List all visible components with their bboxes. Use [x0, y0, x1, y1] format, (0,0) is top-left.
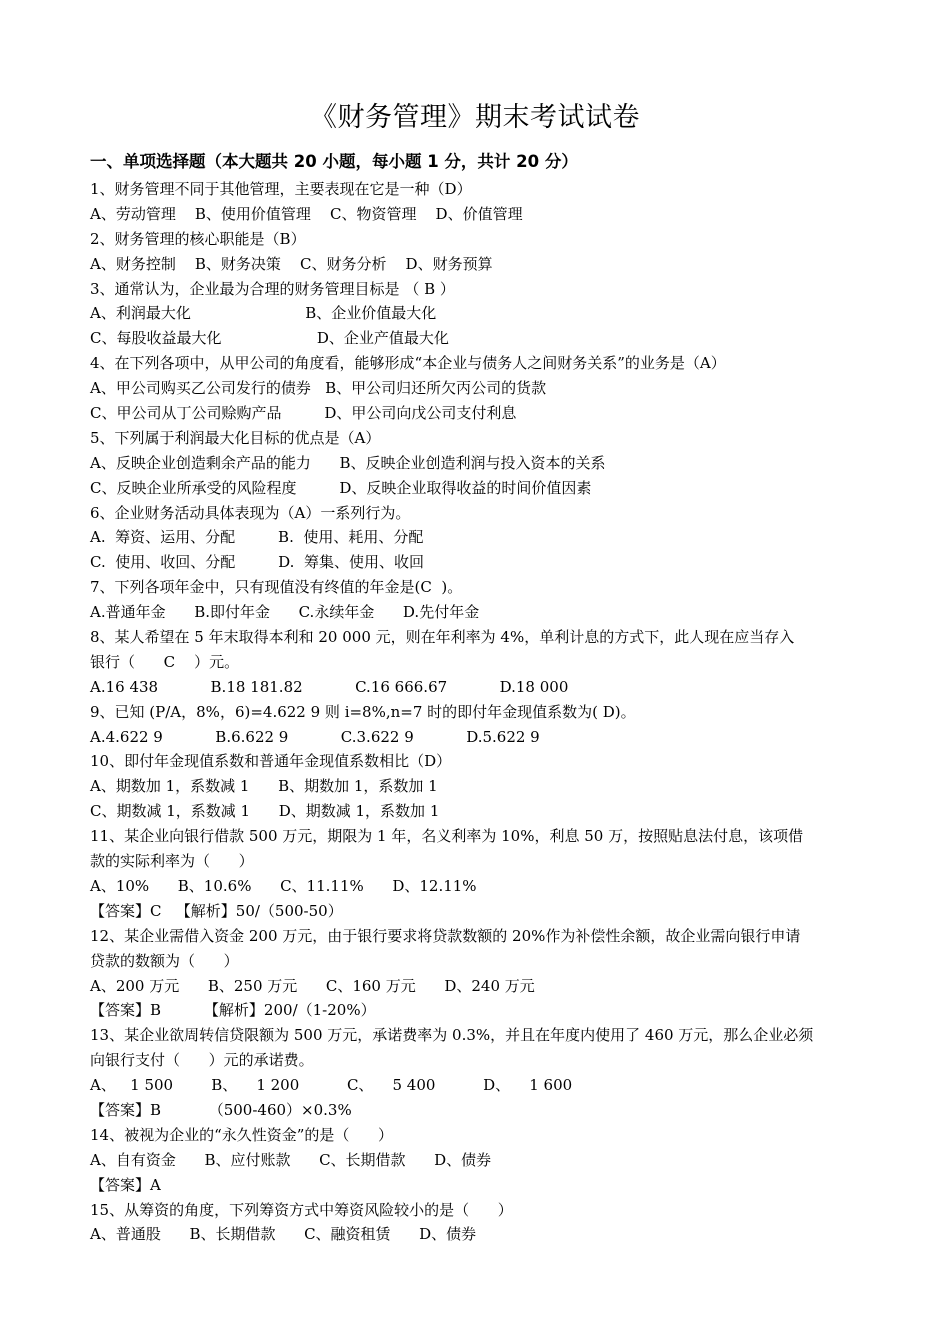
option-line: A、劳动管理 B、使用价值管理 C、物资管理 D、价值管理 [90, 204, 523, 223]
question-line: 5、下列属于利润最大化目标的优点是（A） [90, 428, 381, 447]
option-line: A、200 万元 B、250 万元 C、160 万元 D、240 万元 [90, 976, 535, 995]
option-line: A、利润最大化 B、企业价值最大化 [90, 304, 437, 323]
option-line: A.4.622 9 B.6.622 9 C.3.622 9 D.5.622 9 [90, 727, 540, 746]
question-line: 银行（ C ）元。 [90, 652, 240, 671]
option-line: C、每股收益最大化 D、企业产值最大化 [90, 329, 449, 348]
answer-line: 【答案】B （500-460）×0.3% [90, 1100, 352, 1119]
option-line: C、反映企业所承受的风险程度 D、反映企业取得收益的时间价值因素 [90, 478, 592, 497]
question-line: 10、即付年金现值系数和普通年金现值系数相比（D） [90, 752, 452, 771]
question-line: 4、在下列各项中，从甲公司的角度看，能够形成“本企业与债务人之间财务关系”的业务是（A） [90, 354, 726, 373]
option-line: C、期数减 1，系数减 1 D、期数减 1，系数加 1 [90, 802, 440, 821]
section-heading: 一、单项选择题（本大题共 20 小题，每小题 1 分，共计 20 分） [90, 152, 578, 171]
question-line: 13、某企业欲周转信贷限额为 500 万元，承诺费率为 0.3%，并且在年度内使用了 460 万元，那么企业必须 [90, 1026, 814, 1045]
option-line: A、甲公司购买乙公司发行的债券 B、甲公司归还所欠丙公司的货款 [90, 379, 547, 398]
question-line: 9、已知 (P/A，8%，6)=4.622 9 则 i=8%,n=7 时的即付年金现值系数为( D)。 [90, 702, 636, 721]
option-line: A、自有资金 B、应付账款 C、长期借款 D、债券 [90, 1150, 492, 1169]
question-line: 8、某人希望在 5 年末取得本利和 20 000 元，则在年利率为 4%，单利计息的方式下，此人现在应当存入 [90, 628, 795, 647]
question-line: 向银行支付（ ）元的承诺费。 [90, 1051, 314, 1070]
question-line: 2、财务管理的核心职能是（B） [90, 229, 306, 248]
answer-line: 【答案】B 【解析】200/（1-20%） [90, 1001, 376, 1020]
question-line: 1、财务管理不同于其他管理，主要表现在它是一种（D） [90, 180, 472, 198]
option-line: A、财务控制 B、财务决策 C、财务分析 D、财务预算 [90, 254, 493, 273]
option-line: A、期数加 1，系数减 1 B、期数加 1，系数加 1 [90, 777, 438, 796]
answer-line: 【答案】A [90, 1175, 161, 1194]
answer-line: 【答案】C 【解析】50/（500-50） [90, 901, 343, 920]
option-line: A、反映企业创造剩余产品的能力 B、反映企业创造利润与投入资本的关系 [90, 453, 606, 472]
option-line: C. 使用、收回、分配 D. 筹集、使用、收回 [90, 553, 424, 572]
option-line: A、10% B、10.6% C、11.11% D、12.11% [90, 876, 477, 895]
option-line: A、普通股 B、长期借款 C、融资租赁 D、债券 [90, 1225, 477, 1244]
question-line: 3、通常认为，企业最为合理的财务管理目标是 （ B ） [90, 279, 455, 298]
question-line: 款的实际利率为（ ） [90, 852, 254, 871]
option-line: A.普通年金 B.即付年金 C.永续年金 D.先付年金 [90, 603, 480, 622]
option-line: C、甲公司从丁公司赊购产品 D、甲公司向戊公司支付利息 [90, 404, 517, 423]
question-list [90, 177, 870, 1247]
option-line: A. 筹资、运用、分配 B. 使用、耗用、分配 [90, 528, 424, 547]
question-line: 15、从筹资的角度，下列筹资方式中筹资风险较小的是（ ） [90, 1200, 513, 1219]
question-line: 14、被视为企业的“永久性资金”的是（ ） [90, 1125, 394, 1144]
page-title: 《财务管理》期末考试试卷 [310, 102, 640, 133]
option-line: A.16 438 B.18 181.82 C.16 666.67 D.18 000 [90, 677, 569, 696]
option-line: A、 1 500 B、 1 200 C、 5 400 D、 1 600 [90, 1076, 573, 1095]
question-line: 7、下列各项年金中，只有现值没有终值的年金是(C )。 [90, 578, 463, 597]
question-line: 12、某企业需借入资金 200 万元，由于银行要求将贷款数额的 20%作为补偿性余额，故企业需向银行申请 [90, 926, 801, 945]
question-line: 11、某企业向银行借款 500 万元，期限为 1 年，名义利率为 10%，利息 50 万，按照贴息法付息，该项借 [90, 827, 804, 846]
question-line: 6、企业财务活动具体表现为（A）一系列行为。 [90, 503, 411, 522]
question-line: 贷款的数额为（ ） [90, 951, 239, 970]
